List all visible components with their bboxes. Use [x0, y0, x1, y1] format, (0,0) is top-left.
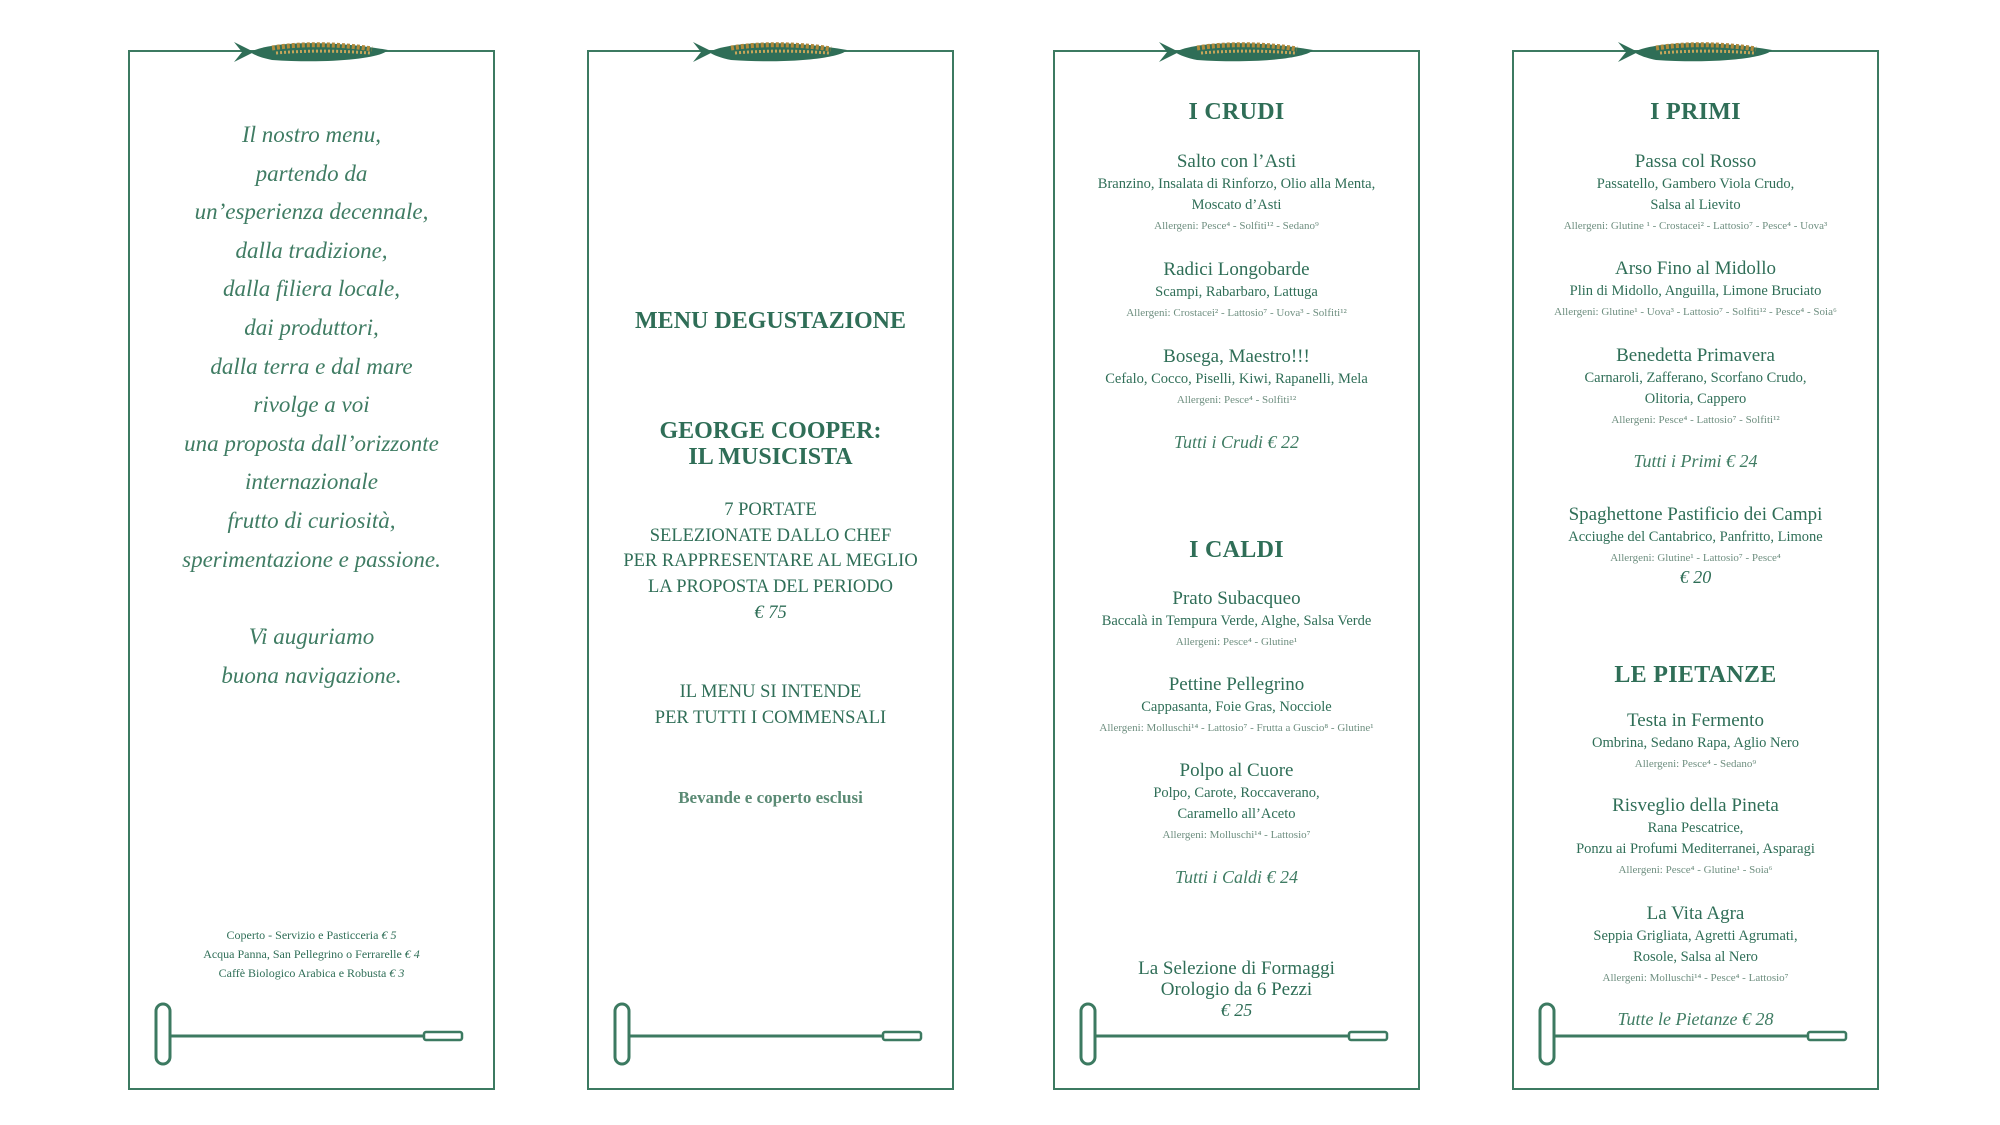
dish-desc-line: Baccalà in Tempura Verde, Alghe, Salsa Verde: [1101, 613, 1372, 629]
section-total-caldi: Tutti i Caldi € 24: [1174, 867, 1299, 887]
dish-desc-line: Rosole, Salsa al Nero: [1633, 949, 1758, 965]
intro-line: un’esperienza decennale,: [194, 199, 429, 225]
extras-list: [130, 926, 493, 983]
note-line: IL MENU SI INTENDE: [679, 682, 862, 702]
cheese-line: Orologio da 6 Pezzi: [1160, 979, 1313, 1000]
dish-item: [1514, 258, 1877, 321]
dish-description: [1055, 282, 1418, 303]
dish-allergens: Allergeni: Glutine¹ - Lattosio⁷ - Pesce⁴: [1610, 552, 1781, 564]
dish-name: La Vita Agra: [1646, 903, 1745, 924]
dish-allergens: Allergeni: Molluschi¹⁴ - Pesce⁴ - Lattosio⁷: [1602, 972, 1789, 984]
dish-name: Prato Subacqueo: [1172, 588, 1301, 609]
sardine-icon: [1157, 38, 1317, 66]
dish-allergens: Allergeni: Pesce⁴ - Glutine¹ - Soia⁶: [1618, 864, 1773, 876]
dish-name: Risveglio della Pineta: [1612, 795, 1779, 816]
intro-line: una proposta dall’orizzonte: [184, 430, 439, 456]
drinks-note: Bevande e coperto esclusi: [678, 788, 863, 807]
sardine-icon: [1616, 38, 1776, 66]
dish-item: [1055, 760, 1418, 844]
dish-name: Polpo al Cuore: [1179, 760, 1294, 781]
dish-description: [1514, 527, 1877, 548]
dish-desc-line: Scampi, Rabarbaro, Lattuga: [1155, 284, 1318, 300]
dish-description: [1514, 174, 1877, 216]
intro-line: dalla terra e dal mare: [210, 353, 413, 379]
intro-line: rivolge a voi: [253, 392, 370, 418]
dish-name: Arso Fino al Midollo: [1615, 258, 1776, 279]
extra-label: Caffè Biologico Arabica e Robusta: [218, 966, 387, 980]
dish-desc-line: Carnaroli, Zafferano, Scorfano Crudo,: [1584, 370, 1807, 386]
dish-price: € 20: [1679, 567, 1712, 587]
course-line: SELEZIONATE DALLO CHEF: [649, 525, 892, 546]
wish-line: Vi auguriamo: [248, 624, 375, 649]
dish-item: [1514, 710, 1877, 773]
extra-item: [130, 926, 493, 945]
dish-allergens: Allergeni: Pesce⁴ - Solfiti¹²: [1176, 394, 1297, 406]
extra-price: € 4: [404, 947, 420, 961]
section-total-pietanze: Tutte le Pietanze € 28: [1617, 1009, 1774, 1029]
dish-description: [1055, 783, 1418, 825]
section-total-primi: Tutti i Primi € 24: [1633, 451, 1758, 471]
menu-panel-crudi-caldi: [1053, 50, 1420, 1090]
dish-desc-line: Acciughe del Cantabrico, Panfritto, Limone: [1568, 529, 1823, 545]
dish-allergens: Allergeni: Pesce⁴ - Glutine¹: [1175, 636, 1298, 648]
dish-name: Salto con l’Asti: [1176, 151, 1297, 172]
dish-name: Passa col Rosso: [1634, 151, 1757, 172]
dish-desc-line: Branzino, Insalata di Rinforzo, Olio alla Menta,: [1097, 176, 1376, 192]
dish-allergens: Allergeni: Pesce⁴ - Lattosio⁷ - Solfiti¹²: [1611, 414, 1780, 426]
wish-text: [130, 618, 493, 695]
dish-name: Benedetta Primavera: [1616, 345, 1775, 366]
intro-line: internazionale: [245, 469, 378, 495]
degustazione-price: € 75: [754, 602, 787, 623]
intro-line: partendo da: [255, 160, 368, 186]
dish-name: Spaghettone Pastificio dei Campi: [1568, 504, 1823, 525]
dish-description: [1514, 733, 1877, 754]
dish-description: [1055, 174, 1418, 216]
cheese-line: La Selezione di Formaggi: [1138, 958, 1335, 979]
dish-item: [1055, 151, 1418, 235]
dish-item: [1055, 346, 1418, 409]
intro-line: sperimentazione e passione.: [182, 546, 441, 572]
section-total-crudi: Tutti i Crudi € 22: [1173, 432, 1300, 452]
dish-description: [1055, 369, 1418, 390]
corkscrew-icon: [154, 1002, 464, 1068]
dish-description: [1055, 697, 1418, 718]
dish-desc-line: Caramello all’Aceto: [1177, 806, 1296, 822]
dish-desc-line: Salsa al Lievito: [1650, 197, 1741, 213]
course-line: LA PROPOSTA DEL PERIODO: [647, 577, 894, 598]
dish-allergens: Allergeni: Pesce⁴ - Sedano⁹: [1634, 758, 1757, 770]
dish-item: [1514, 903, 1877, 987]
intro-text: [130, 116, 493, 579]
extra-label: Acqua Panna, San Pellegrino o Ferrarelle: [203, 947, 402, 961]
dish-description: [1514, 818, 1877, 860]
dish-item: [1055, 588, 1418, 651]
dish-description: [1055, 611, 1418, 632]
intro-line: dai produttori,: [244, 314, 379, 340]
section-title-caldi: I CALDI: [1189, 537, 1284, 563]
section-title-pietanze: LE PIETANZE: [1614, 662, 1777, 688]
section-title-crudi: I CRUDI: [1188, 99, 1285, 125]
dish-desc-line: Ponzu ai Profumi Mediterranei, Asparagi: [1576, 841, 1815, 857]
extra-price: € 3: [389, 966, 405, 980]
extra-label: Coperto - Servizio e Pasticceria: [226, 928, 379, 942]
degustazione-title: MENU DEGUSTAZIONE: [635, 308, 906, 334]
menu-panel-degustazione: [587, 50, 954, 1090]
dish-allergens: Allergeni: Molluschi¹⁴ - Lattosio⁷ - Frutta a Guscio⁸ - Glutine¹: [1099, 722, 1374, 734]
commensali-note: [589, 680, 952, 731]
dish-description: [1514, 281, 1877, 302]
dish-desc-line: Plin di Midollo, Anguilla, Limone Bruciato: [1569, 283, 1822, 299]
dish-desc-line: Rana Pescatrice,: [1647, 820, 1744, 836]
dish-desc-line: Seppia Grigliata, Agretti Agrumati,: [1593, 928, 1798, 944]
musician-line: GEORGE COOPER:: [659, 418, 882, 444]
dish-item-special: [1514, 504, 1877, 587]
dish-allergens: Allergeni: Pesce⁴ - Solfiti¹² - Sedano⁹: [1154, 220, 1319, 232]
dish-item: [1055, 259, 1418, 322]
intro-line: Il nostro menu,: [241, 122, 382, 147]
courses-description: [589, 498, 952, 627]
menu-panel-primi-pietanze: [1512, 50, 1879, 1090]
menu-panel-intro: [128, 50, 495, 1090]
dish-desc-line: Cefalo, Cocco, Piselli, Kiwi, Rapanelli, Mela: [1105, 371, 1368, 387]
dish-name: Bosega, Maestro!!!: [1163, 346, 1310, 367]
dish-allergens: Allergeni: Glutine¹ - Uova³ - Lattosio⁷ - Solfiti¹² - Pesce⁴ - Soia⁶: [1554, 306, 1837, 318]
sardine-icon: [232, 38, 392, 66]
dish-name: Testa in Fermento: [1627, 710, 1764, 731]
extra-item: [130, 945, 493, 964]
dish-desc-line: Olitoria, Cappero: [1644, 391, 1747, 407]
dish-item: [1055, 674, 1418, 737]
wish-line: buona navigazione.: [221, 662, 402, 688]
dish-description: [1514, 368, 1877, 410]
intro-line: dalla filiera locale,: [223, 276, 400, 302]
cheese-price: € 25: [1220, 1000, 1253, 1020]
intro-line: dalla tradizione,: [235, 237, 388, 263]
dish-description: [1514, 926, 1877, 968]
musician-line: IL MUSICISTA: [688, 444, 853, 470]
dish-item: [1514, 345, 1877, 429]
dish-desc-line: Passatello, Gambero Viola Crudo,: [1596, 176, 1795, 192]
extra-item: [130, 964, 493, 983]
dish-desc-line: Cappasanta, Foie Gras, Nocciole: [1141, 699, 1332, 715]
dish-name: Radici Longobarde: [1163, 259, 1310, 280]
dish-desc-line: Polpo, Carote, Roccaverano,: [1153, 785, 1320, 801]
corkscrew-icon: [613, 1002, 923, 1068]
dish-allergens: Allergeni: Molluschi¹⁴ - Lattosio⁷: [1162, 829, 1311, 841]
course-line: PER RAPPRESENTARE AL MEGLIO: [623, 551, 918, 572]
course-line: 7 PORTATE: [724, 500, 817, 520]
extra-price: € 5: [381, 928, 397, 942]
note-line: PER TUTTI I COMMENSALI: [654, 707, 887, 728]
section-title-primi: I PRIMI: [1650, 99, 1741, 125]
dish-allergens: Allergeni: Crostacei² - Lattosio⁷ - Uova³ - Solfiti¹²: [1126, 307, 1347, 319]
dish-desc-line: Moscato d’Asti: [1191, 197, 1282, 213]
dish-desc-line: Ombrina, Sedano Rapa, Aglio Nero: [1592, 735, 1799, 751]
musician-title: [589, 418, 952, 470]
sardine-icon: [691, 38, 851, 66]
corkscrew-icon: [1079, 1002, 1389, 1068]
dish-item: [1514, 151, 1877, 235]
dish-name: Pettine Pellegrino: [1168, 674, 1305, 695]
intro-line: frutto di curiosità,: [227, 507, 396, 533]
dish-item: [1514, 795, 1877, 879]
dish-allergens: Allergeni: Glutine ¹ - Crostacei² - Lattosio⁷ - Pesce⁴ - Uova³: [1563, 220, 1828, 232]
corkscrew-icon: [1538, 1002, 1848, 1068]
